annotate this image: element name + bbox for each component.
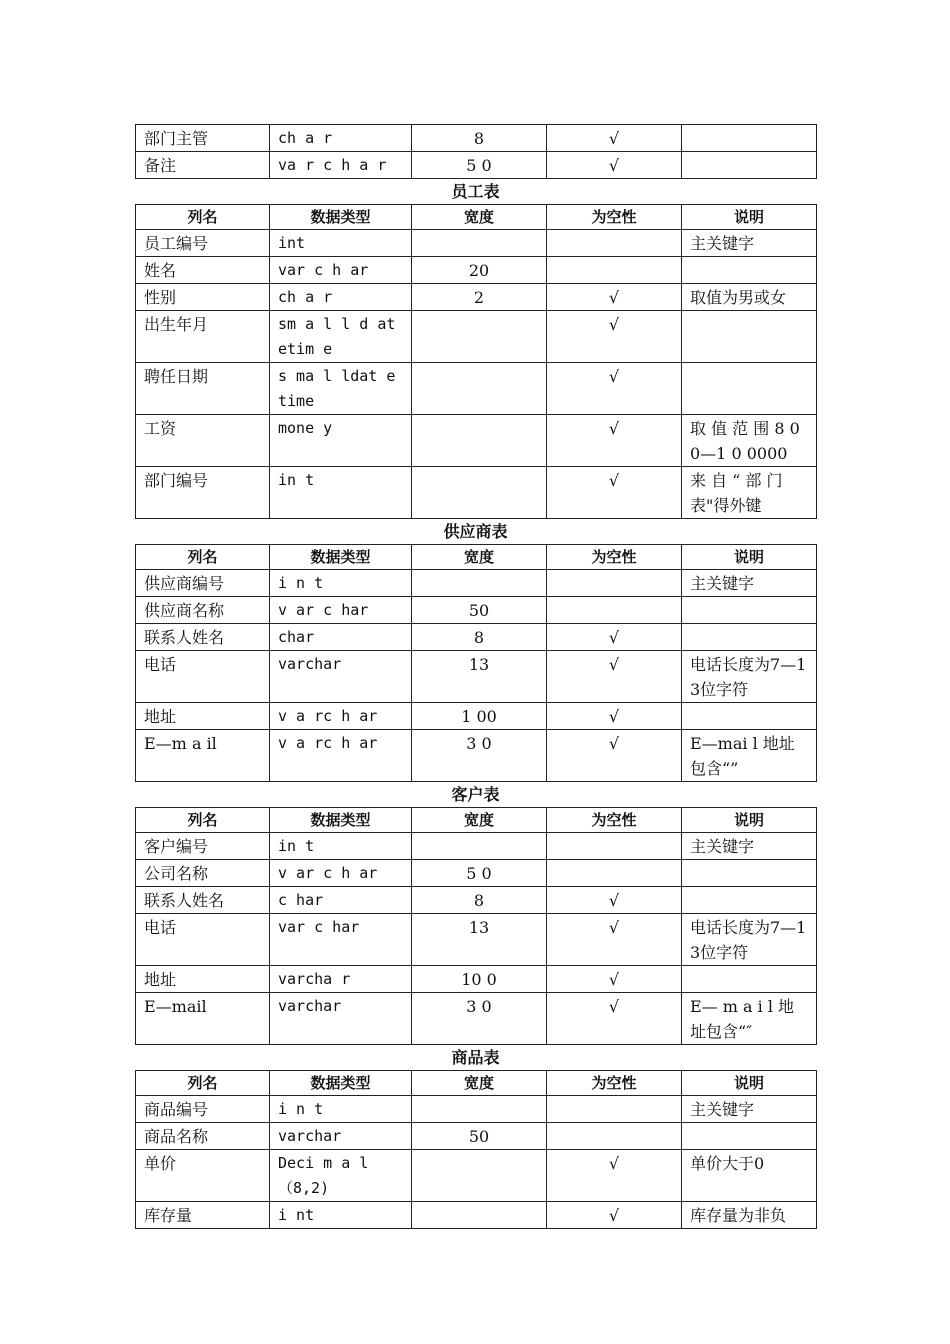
column-header: 列名 xyxy=(136,808,270,833)
column-header: 说明 xyxy=(682,205,817,230)
data-table xyxy=(135,544,817,782)
cell-name: 供应商名称 xyxy=(136,597,270,624)
document-page xyxy=(135,124,816,1229)
cell-width xyxy=(412,1202,547,1229)
header-row xyxy=(136,545,817,570)
column-header: 列名 xyxy=(136,205,270,230)
cell-type: va r c h a r xyxy=(270,152,412,179)
table-row xyxy=(136,125,817,152)
cell-desc xyxy=(682,966,817,993)
cell-name: 联系人姓名 xyxy=(136,887,270,914)
cell-width: 8 xyxy=(412,125,547,152)
cell-width: 3 0 xyxy=(412,730,547,782)
cell-width: 5 0 xyxy=(412,152,547,179)
cell-desc: 单价大于0 xyxy=(682,1150,817,1202)
cell-width xyxy=(412,311,547,363)
table-row xyxy=(136,1123,817,1150)
cell-type: varchar xyxy=(270,993,412,1045)
column-header: 列名 xyxy=(136,545,270,570)
cell-type: v a rc h ar xyxy=(270,703,412,730)
cell-nullable: √ xyxy=(547,1150,682,1202)
cell-nullable xyxy=(547,230,682,257)
cell-nullable: √ xyxy=(547,703,682,730)
column-header: 数据类型 xyxy=(270,808,412,833)
cell-desc: 主关键字 xyxy=(682,1096,817,1123)
table-title: 员工表 xyxy=(451,182,500,201)
cell-desc: 取值为男或女 xyxy=(682,284,817,311)
header-row xyxy=(136,1071,817,1096)
cell-width: 3 0 xyxy=(412,993,547,1045)
cell-name: E—m a il xyxy=(136,730,270,782)
cell-type: sm a l l d atetim e xyxy=(270,311,412,363)
cell-type: i n t xyxy=(270,1096,412,1123)
cell-nullable: √ xyxy=(547,125,682,152)
column-header: 宽度 xyxy=(412,205,547,230)
data-table xyxy=(135,124,817,179)
table-row xyxy=(136,1096,817,1123)
cell-desc: 主关键字 xyxy=(682,570,817,597)
header-row xyxy=(136,205,817,230)
cell-width: 10 0 xyxy=(412,966,547,993)
cell-desc xyxy=(682,860,817,887)
cell-desc: 主关键字 xyxy=(682,833,817,860)
table-row xyxy=(136,467,817,519)
cell-type: v a rc h ar xyxy=(270,730,412,782)
table-row xyxy=(136,914,817,966)
table-row xyxy=(136,730,817,782)
column-header: 为空性 xyxy=(547,205,682,230)
table-row xyxy=(136,257,817,284)
table-title: 商品表 xyxy=(451,1048,500,1067)
table-row xyxy=(136,703,817,730)
column-header: 宽度 xyxy=(412,1071,547,1096)
cell-nullable: √ xyxy=(547,363,682,415)
cell-width xyxy=(412,467,547,519)
cell-type: in t xyxy=(270,467,412,519)
cell-nullable: √ xyxy=(547,311,682,363)
cell-type: ch a r xyxy=(270,284,412,311)
cell-name: 地址 xyxy=(136,703,270,730)
cell-type: i nt xyxy=(270,1202,412,1229)
cell-width: 50 xyxy=(412,1123,547,1150)
cell-desc xyxy=(682,257,817,284)
cell-type: var c har xyxy=(270,914,412,966)
cell-type: var c h ar xyxy=(270,257,412,284)
table-row xyxy=(136,966,817,993)
table-row xyxy=(136,363,817,415)
cell-name: 联系人姓名 xyxy=(136,624,270,651)
cell-type: varchar xyxy=(270,1123,412,1150)
cell-name: 商品编号 xyxy=(136,1096,270,1123)
cell-type: mone y xyxy=(270,415,412,467)
table-row xyxy=(136,833,817,860)
table-row xyxy=(136,152,817,179)
cell-width xyxy=(412,833,547,860)
cell-name: 电话 xyxy=(136,914,270,966)
cell-name: 部门主管 xyxy=(136,125,270,152)
cell-nullable: √ xyxy=(547,914,682,966)
cell-name: 单价 xyxy=(136,1150,270,1202)
table-row xyxy=(136,860,817,887)
cell-nullable xyxy=(547,833,682,860)
cell-width: 1 00 xyxy=(412,703,547,730)
cell-nullable xyxy=(547,257,682,284)
cell-name: E—mail xyxy=(136,993,270,1045)
cell-desc: 取 值 范 围 8 00—1 0 0000 xyxy=(682,415,817,467)
cell-type: varchar xyxy=(270,651,412,703)
cell-nullable: √ xyxy=(547,624,682,651)
column-header: 数据类型 xyxy=(270,545,412,570)
column-header: 说明 xyxy=(682,545,817,570)
table-row xyxy=(136,624,817,651)
cell-nullable: √ xyxy=(547,415,682,467)
cell-type: i n t xyxy=(270,570,412,597)
cell-name: 客户编号 xyxy=(136,833,270,860)
cell-width xyxy=(412,363,547,415)
cell-width xyxy=(412,1150,547,1202)
cell-type: ch a r xyxy=(270,125,412,152)
cell-desc xyxy=(682,152,817,179)
table-title: 客户表 xyxy=(451,785,500,804)
cell-width xyxy=(412,230,547,257)
column-header: 列名 xyxy=(136,1071,270,1096)
cell-desc: 库存量为非负 xyxy=(682,1202,817,1229)
column-header: 宽度 xyxy=(412,808,547,833)
table-row xyxy=(136,993,817,1045)
cell-nullable xyxy=(547,570,682,597)
data-table xyxy=(135,204,817,519)
cell-type: c har xyxy=(270,887,412,914)
cell-nullable: √ xyxy=(547,152,682,179)
cell-nullable: √ xyxy=(547,887,682,914)
cell-name: 部门编号 xyxy=(136,467,270,519)
cell-name: 姓名 xyxy=(136,257,270,284)
cell-name: 库存量 xyxy=(136,1202,270,1229)
table-row xyxy=(136,887,817,914)
data-table xyxy=(135,1070,817,1229)
cell-desc: E— m a i l 地址包含“″ xyxy=(682,993,817,1045)
table-title: 供应商表 xyxy=(443,522,508,541)
column-header: 说明 xyxy=(682,1071,817,1096)
cell-width: 20 xyxy=(412,257,547,284)
table-row xyxy=(136,597,817,624)
column-header: 数据类型 xyxy=(270,205,412,230)
table-row xyxy=(136,1150,817,1202)
cell-width xyxy=(412,415,547,467)
cell-width xyxy=(412,570,547,597)
data-table xyxy=(135,807,817,1045)
cell-type: varcha r xyxy=(270,966,412,993)
cell-type: v ar c har xyxy=(270,597,412,624)
cell-width xyxy=(412,1096,547,1123)
cell-name: 工资 xyxy=(136,415,270,467)
cell-desc xyxy=(682,311,817,363)
cell-name: 备注 xyxy=(136,152,270,179)
cell-name: 商品名称 xyxy=(136,1123,270,1150)
cell-name: 性别 xyxy=(136,284,270,311)
table-row xyxy=(136,415,817,467)
cell-name: 供应商编号 xyxy=(136,570,270,597)
cell-name: 出生年月 xyxy=(136,311,270,363)
cell-nullable: √ xyxy=(547,730,682,782)
cell-name: 电话 xyxy=(136,651,270,703)
table-row xyxy=(136,284,817,311)
cell-name: 聘任日期 xyxy=(136,363,270,415)
column-header: 为空性 xyxy=(547,545,682,570)
cell-desc xyxy=(682,597,817,624)
cell-nullable: √ xyxy=(547,1202,682,1229)
cell-type: int xyxy=(270,230,412,257)
cell-desc: 电话长度为7—13位字符 xyxy=(682,914,817,966)
cell-nullable: √ xyxy=(547,993,682,1045)
table-row xyxy=(136,230,817,257)
cell-width: 8 xyxy=(412,887,547,914)
cell-desc: 来 自 “ 部 门 表"得外键 xyxy=(682,467,817,519)
cell-desc xyxy=(682,887,817,914)
cell-type: char xyxy=(270,624,412,651)
cell-width: 13 xyxy=(412,914,547,966)
cell-desc xyxy=(682,703,817,730)
cell-nullable: √ xyxy=(547,651,682,703)
cell-nullable: √ xyxy=(547,467,682,519)
cell-desc: E—mai l 地址包含“” xyxy=(682,730,817,782)
cell-type: in t xyxy=(270,833,412,860)
column-header: 为空性 xyxy=(547,1071,682,1096)
table-row xyxy=(136,1202,817,1229)
cell-width: 5 0 xyxy=(412,860,547,887)
cell-width: 2 xyxy=(412,284,547,311)
cell-type: v ar c h ar xyxy=(270,860,412,887)
cell-width: 8 xyxy=(412,624,547,651)
cell-nullable: √ xyxy=(547,284,682,311)
column-header: 宽度 xyxy=(412,545,547,570)
cell-desc xyxy=(682,125,817,152)
cell-nullable xyxy=(547,1096,682,1123)
column-header: 说明 xyxy=(682,808,817,833)
cell-type: Deci m a l （8,2) xyxy=(270,1150,412,1202)
header-row xyxy=(136,808,817,833)
cell-type: s ma l ldat e time xyxy=(270,363,412,415)
column-header: 为空性 xyxy=(547,808,682,833)
cell-name: 公司名称 xyxy=(136,860,270,887)
cell-nullable: √ xyxy=(547,966,682,993)
cell-name: 员工编号 xyxy=(136,230,270,257)
cell-desc: 电话长度为7—13位字符 xyxy=(682,651,817,703)
cell-nullable xyxy=(547,597,682,624)
table-row xyxy=(136,570,817,597)
cell-desc xyxy=(682,624,817,651)
cell-nullable xyxy=(547,860,682,887)
cell-nullable xyxy=(547,1123,682,1150)
cell-desc xyxy=(682,1123,817,1150)
cell-desc: 主关键字 xyxy=(682,230,817,257)
table-row xyxy=(136,651,817,703)
table-row xyxy=(136,311,817,363)
cell-desc xyxy=(682,363,817,415)
cell-name: 地址 xyxy=(136,966,270,993)
cell-width: 13 xyxy=(412,651,547,703)
column-header: 数据类型 xyxy=(270,1071,412,1096)
cell-width: 50 xyxy=(412,597,547,624)
